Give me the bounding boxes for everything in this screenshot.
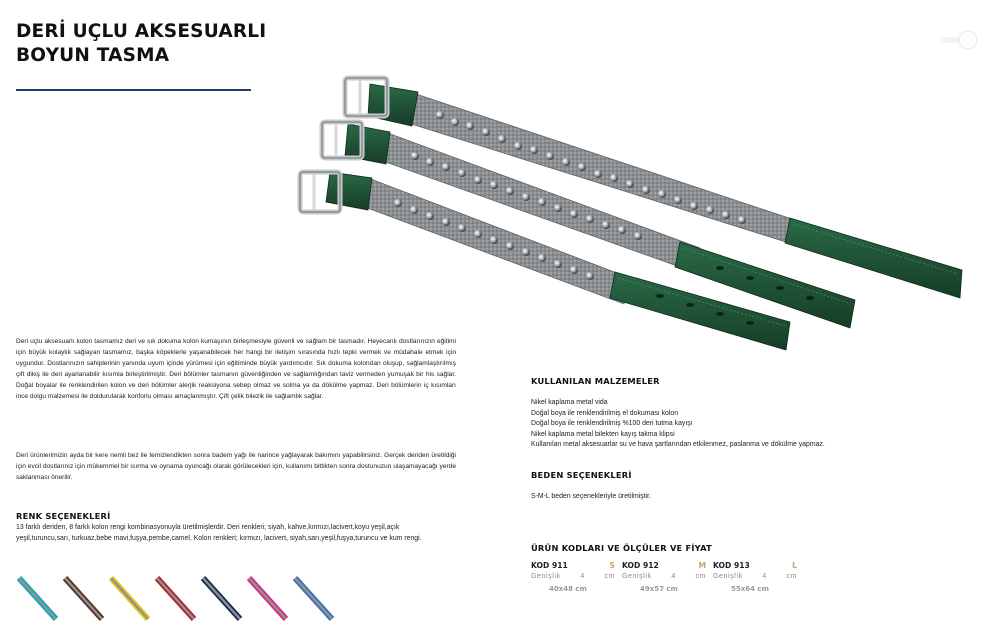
materials-list	[531, 398, 971, 451]
materials-item: Nikel kaplama metal vida	[531, 399, 608, 406]
swatch-yellow-grey	[108, 575, 152, 623]
width-unit: cm	[695, 573, 706, 580]
title-divider	[16, 89, 251, 91]
width-label: Genişlik	[713, 573, 743, 580]
product-codes-heading: ÜRÜN KODLARI VE ÖLÇÜLER VE FİYAT	[531, 543, 712, 553]
product-size-badge: L	[792, 561, 797, 570]
swatch-brown-grey	[62, 575, 106, 623]
collar-product-image	[290, 60, 980, 370]
product-code-911	[531, 561, 621, 601]
swatch-red-grey	[154, 575, 198, 623]
width-value: 4	[671, 573, 676, 580]
materials-item: Nikel kaplama metal bilekten kayış takma klipsi	[531, 430, 675, 438]
width-unit: cm	[604, 573, 615, 580]
width-unit: cm	[786, 573, 797, 580]
materials-heading: KULLANILAN MALZEMELER	[531, 376, 660, 386]
swatch-navy-grey	[200, 575, 244, 623]
product-code-label: KOD 913	[713, 561, 750, 570]
product-code-912	[622, 561, 712, 601]
swatch-pink-grey	[246, 575, 290, 623]
product-code-913	[713, 561, 803, 601]
product-size-badge: M	[698, 561, 706, 570]
description-paragraph-2: Deri ürünlerimizin ayda bir kere nemli bez ile temizlendikten sonra badem yağı ile narince yağlayarak bakımını yapabilirsiniz. Gerçek deriden üretildiği için evcil dostlarınız için mükemmel bir ısırma ve oynama oyuncağı olarak görülecekleri için, kullanımı bittikten sonra dostunuzun ulaşamayacağı yerde saklanması önerilir.	[16, 452, 456, 482]
materials-item: Doğal boya ile renklendirilmiş %100 deri tutma kayışı	[531, 420, 693, 427]
swatch-blue-grey	[292, 575, 336, 623]
product-width-row	[531, 573, 615, 580]
size-options-heading: BEDEN SEÇENEKLERİ	[531, 470, 632, 480]
size-options-text: S-M-L beden seçenekleriyle üretilmiştir.	[531, 493, 651, 500]
materials-item: Doğal boya ile renklendirilmiş el dokuması kolon	[531, 409, 679, 417]
swatch-turquoise-grey	[16, 575, 60, 623]
product-code-label: KOD 911	[531, 561, 568, 570]
width-label: Genişlik	[622, 573, 652, 580]
description-paragraph-1: Deri uçlu aksesuarlı kolon tasmamız deri ve sık dokuma kolon kumaşının birleşmesiyle güvenli ve sağlam bir tasmadır. Heyecanlı dostlarınızın eğitimi için büyük kolaylık sağlayan tasmamız, başka köpeklerle yaşanabilecek her hangi bir iletişim sırasında hızlı tepki vermek ve müdahale etmek için uygundur. Dostlarınızın sahiplerinin yanında uyum içinde yürümesi için eğitiminde büyük yardımcıdır. Sık dokuma kolondan oluşup, sağlamlaştırılmış çift dikiş ile deri ayarlanabilir kısımla birleştirilmiştir. Deri bölümler tasmanın güvenliğinden ve sağlamlığından taviz vermeden yumuşak bir his sağlar. Doğal boyalar ile renklendirilen kolon ve deri bölümler alerjik reaksiyona sebep olmaz ve solma ya da dökülme yapmaz. Deri bölümlerin iç kısımları ince dolgu malzemesi ile doldurularak konforlu olması amaçlanmıştır. Çift çelik bilezik ile sağlamlık sağlar.	[16, 338, 456, 401]
color-options-heading: RENK SEÇENEKLERİ	[16, 511, 111, 521]
title-line-1: DERİ UÇLU AKSESUARLI	[16, 21, 267, 42]
product-dimensions: 49x57 cm	[640, 585, 678, 593]
width-label: Genişlik	[531, 573, 561, 580]
page-title	[16, 20, 316, 68]
product-size-badge: S	[609, 561, 615, 570]
product-width-row	[622, 573, 706, 580]
color-options-text: 13 farklı deriden, 8 farklı kolon rengi kombinasyonuyla üretilmişlerdir. Deri renkleri; siyah, kahve,kırmızı,lacivert,koyu yeşil,açık yeşil,turuncu,sarı, turkuaz,bebe mavi,fuşya,pembe,camel, Kolon renkleri; kırmızı, lacivert, siyah,sarı,yeşil,fuşya,turuncu ve kum rengi.	[16, 524, 422, 542]
title-line-2: BOYUN TASMA	[16, 45, 170, 66]
product-code-label: KOD 912	[622, 561, 659, 570]
materials-item: Kullanılan metal aksesuarlar su ve hava şartlarından etkilenmez, paslanma ve dökülme yapmaz.	[531, 441, 825, 448]
width-value: 4	[762, 573, 767, 580]
product-dimensions: 55x64 cm	[731, 585, 769, 593]
watermark-icon	[940, 28, 980, 52]
product-dimensions: 40x48 cm	[549, 585, 587, 593]
collar-large	[345, 78, 962, 298]
product-width-row	[713, 573, 797, 580]
color-swatches	[16, 575, 336, 623]
width-value: 4	[580, 573, 585, 580]
